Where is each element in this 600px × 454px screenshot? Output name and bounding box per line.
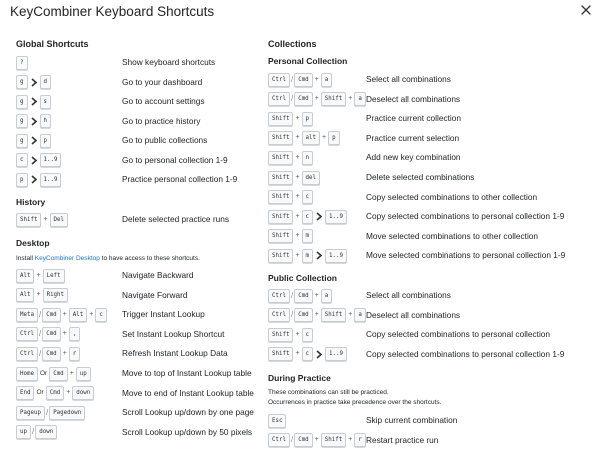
shortcut-description: Deselect all combinations [366,93,461,104]
plus-separator: + [66,389,71,397]
shortcut-row [268,131,596,146]
then-arrow-icon [316,251,322,260]
during-practice-note-line1: These combinations can still be practiced. [268,389,389,396]
key-alt: Alt [16,269,34,283]
key-down: down [72,386,94,400]
key-a: a [354,308,366,322]
key-del: del [302,171,320,185]
public-collection-heading: Public Collection [268,273,337,283]
key-shift: Shift [268,210,293,224]
plus-separator: + [295,251,300,259]
alternative-separator: / [290,74,294,84]
key-p: p [16,173,28,187]
plus-separator: + [295,330,300,338]
alternative-separator: / [45,407,49,417]
shortcut-description: Select all combinations [366,74,451,84]
key-shift: Shift [268,229,293,243]
shortcut-description: Copy selected combinations to personal collection 1-9 [366,348,565,359]
key-cmd: Cmd [42,308,60,322]
shortcut-row [268,413,596,428]
shortcut-description: Practice personal collection 1-9 [122,174,238,184]
plus-separator: + [62,330,67,338]
key-cmd: Cmd [294,308,312,322]
history-heading: History [16,197,46,207]
then-arrow-icon [31,117,37,126]
key-pageup: Pageup [16,406,45,420]
key-shift: Shift [16,213,41,227]
key-shift: Shift [321,433,346,447]
key-shift: Shift [268,112,293,126]
key-del: Del [50,213,68,227]
key-n: n [302,151,314,165]
then-arrow-icon [31,97,37,106]
key-home: Home [16,367,38,381]
key-up: up [16,425,31,439]
key-c: c [302,210,314,224]
personal-collection-heading: Personal Collection [268,56,348,66]
shortcut-description: Copy selected combinations to personal collection 1-9 [366,211,565,222]
key-shift: Shift [321,92,346,106]
dialog-title: KeyCombiner Keyboard Shortcuts [10,4,215,19]
key-shift: Shift [268,190,293,204]
key-shift: Shift [268,131,293,145]
shortcut-description: Go to account settings [122,96,205,106]
key-shift: Shift [268,171,293,185]
shortcut-description: Move selected combinations to personal collection 1-9 [366,250,566,261]
key-s: s [40,95,52,109]
shortcut-keys [268,92,366,107]
shortcut-description: Set Instant Lookup Shortcut [122,328,225,339]
shortcut-keys [268,413,286,428]
shortcut-keys [16,172,61,187]
shortcut-keys [268,150,313,165]
shortcut-keys [268,72,332,87]
plus-separator: + [295,153,300,161]
shortcut-description: Trigger Instant Lookup [122,309,205,320]
close-icon[interactable] [580,4,594,18]
plus-separator: + [62,349,67,357]
plus-separator: + [36,271,41,279]
shortcut-keys [268,308,366,323]
shortcut-description: Select all combinations [366,290,451,300]
key-shift: Shift [268,151,293,165]
shortcut-keys [268,111,313,126]
key-a: a [354,92,366,106]
or-separator: Or [36,389,44,397]
shortcut-keys [268,327,313,342]
shortcut-keys [16,268,65,283]
collections-heading: Collections [268,39,317,49]
key-left: Left [43,269,65,283]
key-key: , [69,327,81,341]
shortcut-description: Navigate Backward [122,270,194,280]
key-cmd: Cmd [294,92,312,106]
plus-separator: + [295,212,300,220]
plus-separator: + [295,350,300,358]
shortcut-keys [16,133,51,148]
key-shift: Shift [268,347,293,361]
shortcut-keys [16,94,51,109]
key-ctrl: Ctrl [268,92,290,106]
plus-separator: + [295,173,300,181]
plus-separator: + [348,436,353,444]
key-r: r [354,433,366,447]
keycombiner-desktop-link[interactable]: KeyCombiner Desktop [34,255,100,262]
plus-separator: + [69,369,74,377]
global-shortcuts-heading: Global Shortcuts [16,39,89,49]
key-p: p [40,134,52,148]
shortcut-description: Refresh Instant Lookup Data [122,348,228,359]
key-h: h [40,114,52,128]
alternative-separator: / [38,329,42,339]
shortcut-description: Delete selected combinations [366,172,475,182]
right-column [268,0,568,454]
shortcut-description: Skip current combination [366,415,458,425]
shortcut-row [268,229,596,244]
shortcut-description: Scroll Lookup up/down by 50 pixels [122,426,253,437]
plus-separator: + [314,436,319,444]
shortcut-keys [16,386,94,401]
plus-separator: + [89,310,94,318]
plus-separator: + [322,134,327,142]
key-ctrl: Ctrl [268,308,290,322]
key-p: p [302,112,314,126]
shortcut-description: Scroll Lookup up/down by one page [122,407,254,418]
key-ctrl: Ctrl [16,327,38,341]
key-shift: Shift [268,249,293,263]
key-shift: Shift [268,328,293,342]
key-a: a [321,289,333,303]
key-g: g [16,75,28,89]
shortcut-row [268,92,596,107]
desktop-heading: Desktop [16,238,50,248]
shortcut-description: Copy selected combinations to personal collection [366,329,551,340]
shortcut-row [268,248,596,263]
shortcut-keys [268,433,366,448]
shortcut-keys [16,425,57,440]
key-1-9: 1..9 [325,347,347,361]
key-key: ? [16,56,28,70]
shortcut-row [268,150,596,165]
key-g: g [16,134,28,148]
key-g: g [16,114,28,128]
alternative-separator: / [290,435,294,445]
shortcut-row [268,288,596,303]
key-ctrl: Ctrl [268,73,290,87]
shortcut-keys [268,229,313,244]
shortcut-description: Move selected combinations to other collection [366,230,539,241]
shortcut-description: Practice current collection [366,113,461,124]
shortcut-description: Go to your dashboard [122,76,203,87]
plus-separator: + [314,291,319,299]
then-arrow-icon [316,212,322,221]
shortcut-description: Add new key combination [366,152,461,163]
plus-separator: + [314,95,319,103]
alternative-separator: / [290,310,294,320]
shortcut-description: Go to personal collection 1-9 [122,154,228,165]
then-arrow-icon [31,136,37,145]
plus-separator: + [348,311,353,319]
then-arrow-icon [31,156,37,165]
alternative-separator: / [290,290,294,300]
key-r: r [69,347,81,361]
shortcut-keys [16,212,68,227]
desktop-note [16,254,200,264]
shortcut-keys [16,55,28,70]
shortcut-keys [16,346,80,361]
desktop-note-post: to have access to these shortcuts. [99,255,200,262]
or-separator: Or [39,369,48,377]
shortcut-keys [268,190,313,205]
shortcut-keys [16,114,51,129]
key-cmd: Cmd [42,327,60,341]
shortcut-description: Delete selected practice runs [122,214,229,224]
key-ctrl: Ctrl [268,289,290,303]
plus-separator: + [295,193,300,201]
key-1-9: 1..9 [40,153,62,167]
key-c: c [16,153,28,167]
shortcut-keys [16,153,61,168]
shortcut-keys [268,248,347,263]
plus-separator: + [295,114,300,122]
shortcut-row [268,327,596,342]
shortcut-keys [16,366,91,381]
shortcut-row [268,170,596,185]
key-1-9: 1..9 [325,249,347,263]
plus-separator: + [314,311,319,319]
alternative-separator: / [290,94,294,104]
key-right: Right [43,288,68,302]
key-g: g [16,95,28,109]
key-alt: Alt [16,288,34,302]
shortcut-keys [268,209,347,224]
shortcut-keys [16,405,85,420]
shortcut-keys [268,131,340,146]
shortcut-description: Go to practice history [122,115,201,126]
shortcut-description: Deselect all combinations [366,309,461,320]
shortcut-keys [268,347,347,362]
key-m: m [302,249,314,263]
shortcut-keys [16,307,107,322]
shortcut-description: Copy selected combinations to other collection [366,191,538,202]
shortcut-keys [16,327,80,342]
key-meta: Meta [16,308,38,322]
shortcut-row [268,433,596,448]
during-practice-heading: During Practice [268,373,331,383]
key-cmd: Cmd [46,386,64,400]
plus-separator: + [314,75,319,83]
shortcut-row [268,190,596,205]
key-down: down [35,425,57,439]
shortcut-description: Go to public collections [122,135,208,145]
key-ctrl: Ctrl [16,347,38,361]
key-1-9: 1..9 [40,173,62,187]
plus-separator: + [295,232,300,240]
key-cmd: Cmd [294,289,312,303]
alternative-separator: / [38,348,42,358]
alternative-separator: / [38,309,42,319]
alternative-separator: / [31,427,35,437]
shortcut-row [268,72,596,87]
shortcut-keys [268,288,332,303]
key-ctrl: Ctrl [268,433,290,447]
key-pagedown: Pagedown [49,406,85,420]
desktop-note-pre: Install [16,255,35,262]
key-1-9: 1..9 [325,210,347,224]
shortcut-keys [16,75,51,90]
key-alt: alt [302,131,320,145]
plus-separator: + [62,310,67,318]
shortcut-description: Move to top of Instant Lookup table [122,368,252,378]
shortcut-description: Navigate Forward [122,289,188,300]
key-c: c [95,308,107,322]
key-cmd: Cmd [42,347,60,361]
key-cmd: Cmd [294,73,312,87]
then-arrow-icon [31,78,37,87]
key-shift: Shift [321,308,346,322]
shortcut-row [268,209,596,224]
during-practice-note-line2: Occurrences in practice take precedence over the shortcuts. [268,398,442,406]
shortcut-description: Practice current selection [366,132,460,143]
then-arrow-icon [316,350,322,359]
key-up: up [76,367,91,381]
key-c: c [302,328,314,342]
key-cmd: Cmd [294,433,312,447]
shortcut-description: Show keyboard shortcuts [122,57,216,67]
shortcut-row [268,111,596,126]
shortcut-row [268,308,596,323]
shortcut-keys [268,170,320,185]
shortcut-keys [16,288,68,303]
key-alt: Alt [69,308,87,322]
plus-separator: + [43,215,48,223]
shortcut-row [268,347,596,362]
key-end: End [16,386,34,400]
during-practice-note [268,388,441,407]
plus-separator: + [36,291,41,299]
then-arrow-icon [31,175,37,184]
key-c: c [302,190,314,204]
plus-separator: + [348,95,353,103]
plus-separator: + [295,134,300,142]
key-d: d [40,75,52,89]
shortcut-description: Move to end of Instant Lookup table [122,387,254,398]
key-a: a [321,73,333,87]
shortcut-description: Restart practice run [366,434,439,445]
key-p: p [328,131,340,145]
key-m: m [302,229,314,243]
key-esc: Esc [268,414,286,428]
key-c: c [302,347,314,361]
key-cmd: Cmd [49,367,67,381]
